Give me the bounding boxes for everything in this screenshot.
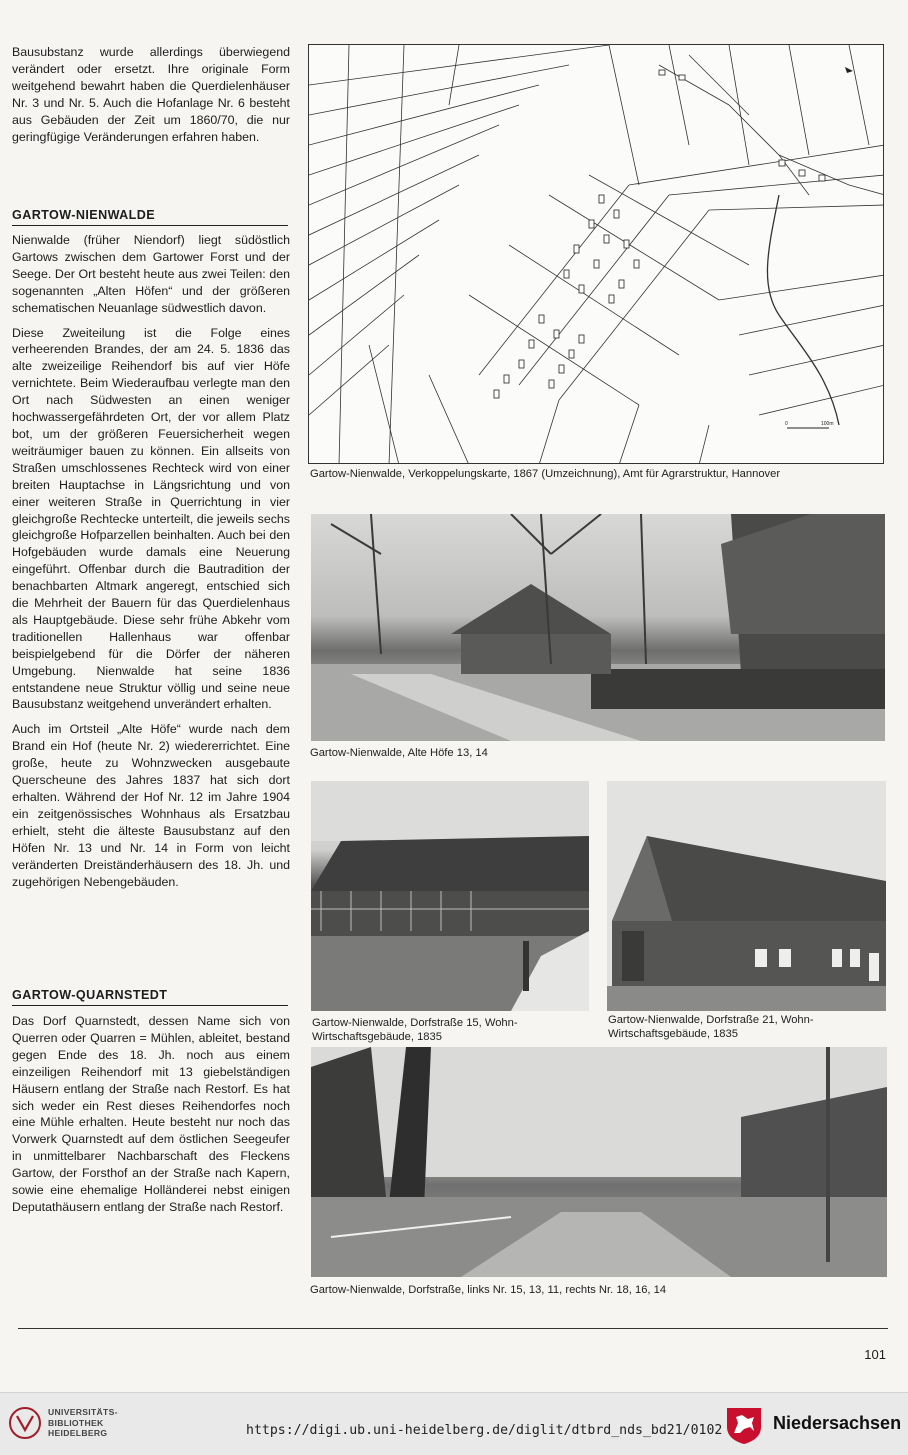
- photo4-caption: Gartow-Nienwalde, Dorfstraße, links Nr. 15, 13, 11, rechts Nr. 18, 16, 14: [310, 1284, 667, 1296]
- page-number: 101: [864, 1347, 886, 1362]
- quarnstedt-text: [12, 1013, 290, 1224]
- photo2-caption: Gartow-Nienwalde, Dorfstraße 15, Wohn-Wirtschaftsgebäude, 1835: [312, 1017, 518, 1043]
- photo-dorfstrasse: [311, 1047, 887, 1277]
- left-text-column: [12, 44, 290, 153]
- section-heading-quarnstedt: GARTOW-QUARNSTEDT: [12, 988, 288, 1006]
- library-name: UNIVERSITÄTS- BIBLIOTHEK HEIDELBERG: [48, 1407, 118, 1439]
- body-paragraph: Auch im Ortsteil „Alte Höfe“ wurde nach dem Brand ein Hof (heute Nr. 2) wiedererrichtet. Eine große, heute zu Wohnzwecken ausgebaute Querscheune des Jahres 1837 hat sich dort erhalten. Während der Hof Nr. 12 im Jahre 1904 ein zeitgenössisches Wohnhaus als Ersatzbau erhielt, steht die älteste Bausubstanz auf den Höfen Nr. 13 und Nr. 14 in Form von leicht veränderten Dreiständerhäusern des 18. Jh. und zugehörigen Nebengebäuden.: [12, 722, 290, 889]
- bottom-rule: [18, 1328, 888, 1329]
- niedersachsen-horse-icon: [724, 1405, 764, 1445]
- section-heading-nienwalde: GARTOW-NIENWALDE: [12, 208, 288, 226]
- document-url-link[interactable]: https://digi.ub.uni-heidelberg.de/diglit/dtbrd_nds_bd21/0102: [246, 1423, 723, 1438]
- photo1-caption: Gartow-Nienwalde, Alte Höfe 13, 14: [310, 747, 488, 759]
- photo-dorfstrasse-21: [607, 781, 886, 1011]
- nienwalde-text: [12, 232, 290, 898]
- university-library-logo-icon: [8, 1406, 42, 1440]
- partner-name: Niedersachsen: [773, 1413, 902, 1433]
- footer-bar: [0, 1392, 908, 1455]
- map-scale-label: 100m: [821, 421, 834, 427]
- map-drawing: [309, 45, 884, 464]
- village-map-figure: [308, 44, 884, 464]
- body-paragraph: Nienwalde (früher Niendorf) liegt südöstlich Gartows zwischen dem Gartower Forst und der Seege. Der Ort besteht heute aus zwei Teilen: den sogenannten „Alten Höfen“ und der größeren schematischen Neuanlage südwestlich davon.: [12, 233, 290, 315]
- intro-paragraph: Bausubstanz wurde allerdings überwiegend verändert oder ersetzt. Ihre originale Form weitgehend bewahrt haben die Querdielenhäuser Nr. 3 und Nr. 5. Auch die Hofanlage Nr. 6 besteht aus Gebäuden der Zeit um 1860/70, die nur geringfügige Veränderungen erfahren haben.: [12, 45, 290, 144]
- body-paragraph: Diese Zweiteilung ist die Folge eines verheerenden Brandes, der am 24. 5. 1836 das alte zweizeilige Reihendorf bis auf vier Höfe vernichtete. Beim Wiederaufbau verlegte man den Ort nach Südwesten an einen weniger hochwassergefährdeten Ort, der vor allem Platz bot, um der größeren Feuersicherheit wegen weiträumiger bauen zu können. Ein allseits von Straßen umschlossenes Rechteck wird von einer breiten Hauptachse in Längsrichtung und von einer weiteren Straße in Querrichtung in vier gleichgroße Rechtecke unterteilt, die jeweils sechs gleichgroße Hofparzellen beinhalten. Auch bei den Hofgebäuden wurde damals eine Neuerung eingeführt. Offenbar durch die Bautradition der benachbarten Altmark angeregt, entschied sich die Mehrheit der Bauern für das Querdielenhaus als Hauptgebäude. Diese sehr frühe Abkehr vom traditionellen Hallenhaus war offenbar beispielgebend für die Dörfer der näheren Umgebung. Nienwalde hat seine 1836 entstandene neue Struktur völlig und seine neue Bausubstanz weitgehend unverändert erhalten.: [12, 325, 290, 712]
- body-paragraph: Das Dorf Quarnstedt, dessen Name sich von Querren oder Quarren = Mühlen, ableitet, bestand gegen Ende des 18. Jh. noch aus einem einzeiligen Reihendorf mit 13 giebelständigen Häusern entlang der Straße nach Restorf. Es hat sich weder ein Rest dieses Reihendorfes noch eine Mühle erhalten. Heute besteht nur noch das Vorwerk Quarnstedt auf dem östlichen Seegeufer in unmittelbarer Nachbarschaft des Fleckens Gartow, der Forsthof an der Straße nach Kapern, sowie eine ehemalige Holländerei nebst einigen Deputathäusern entlang der Straße nach Restorf.: [12, 1014, 290, 1214]
- photo-dorfstrasse-15: [311, 781, 589, 1011]
- map-scale-zero: 0: [785, 421, 788, 427]
- map-caption: Gartow-Nienwalde, Verkoppelungskarte, 1867 (Umzeichnung), Amt für Agrarstruktur, Hannover: [310, 468, 781, 480]
- photo3-caption: Gartow-Nienwalde, Dorfstraße 21, Wohn-Wirtschaftsgebäude, 1835: [608, 1014, 814, 1040]
- photo-alte-hoefe: [311, 514, 885, 741]
- north-arrow-icon: [845, 67, 853, 73]
